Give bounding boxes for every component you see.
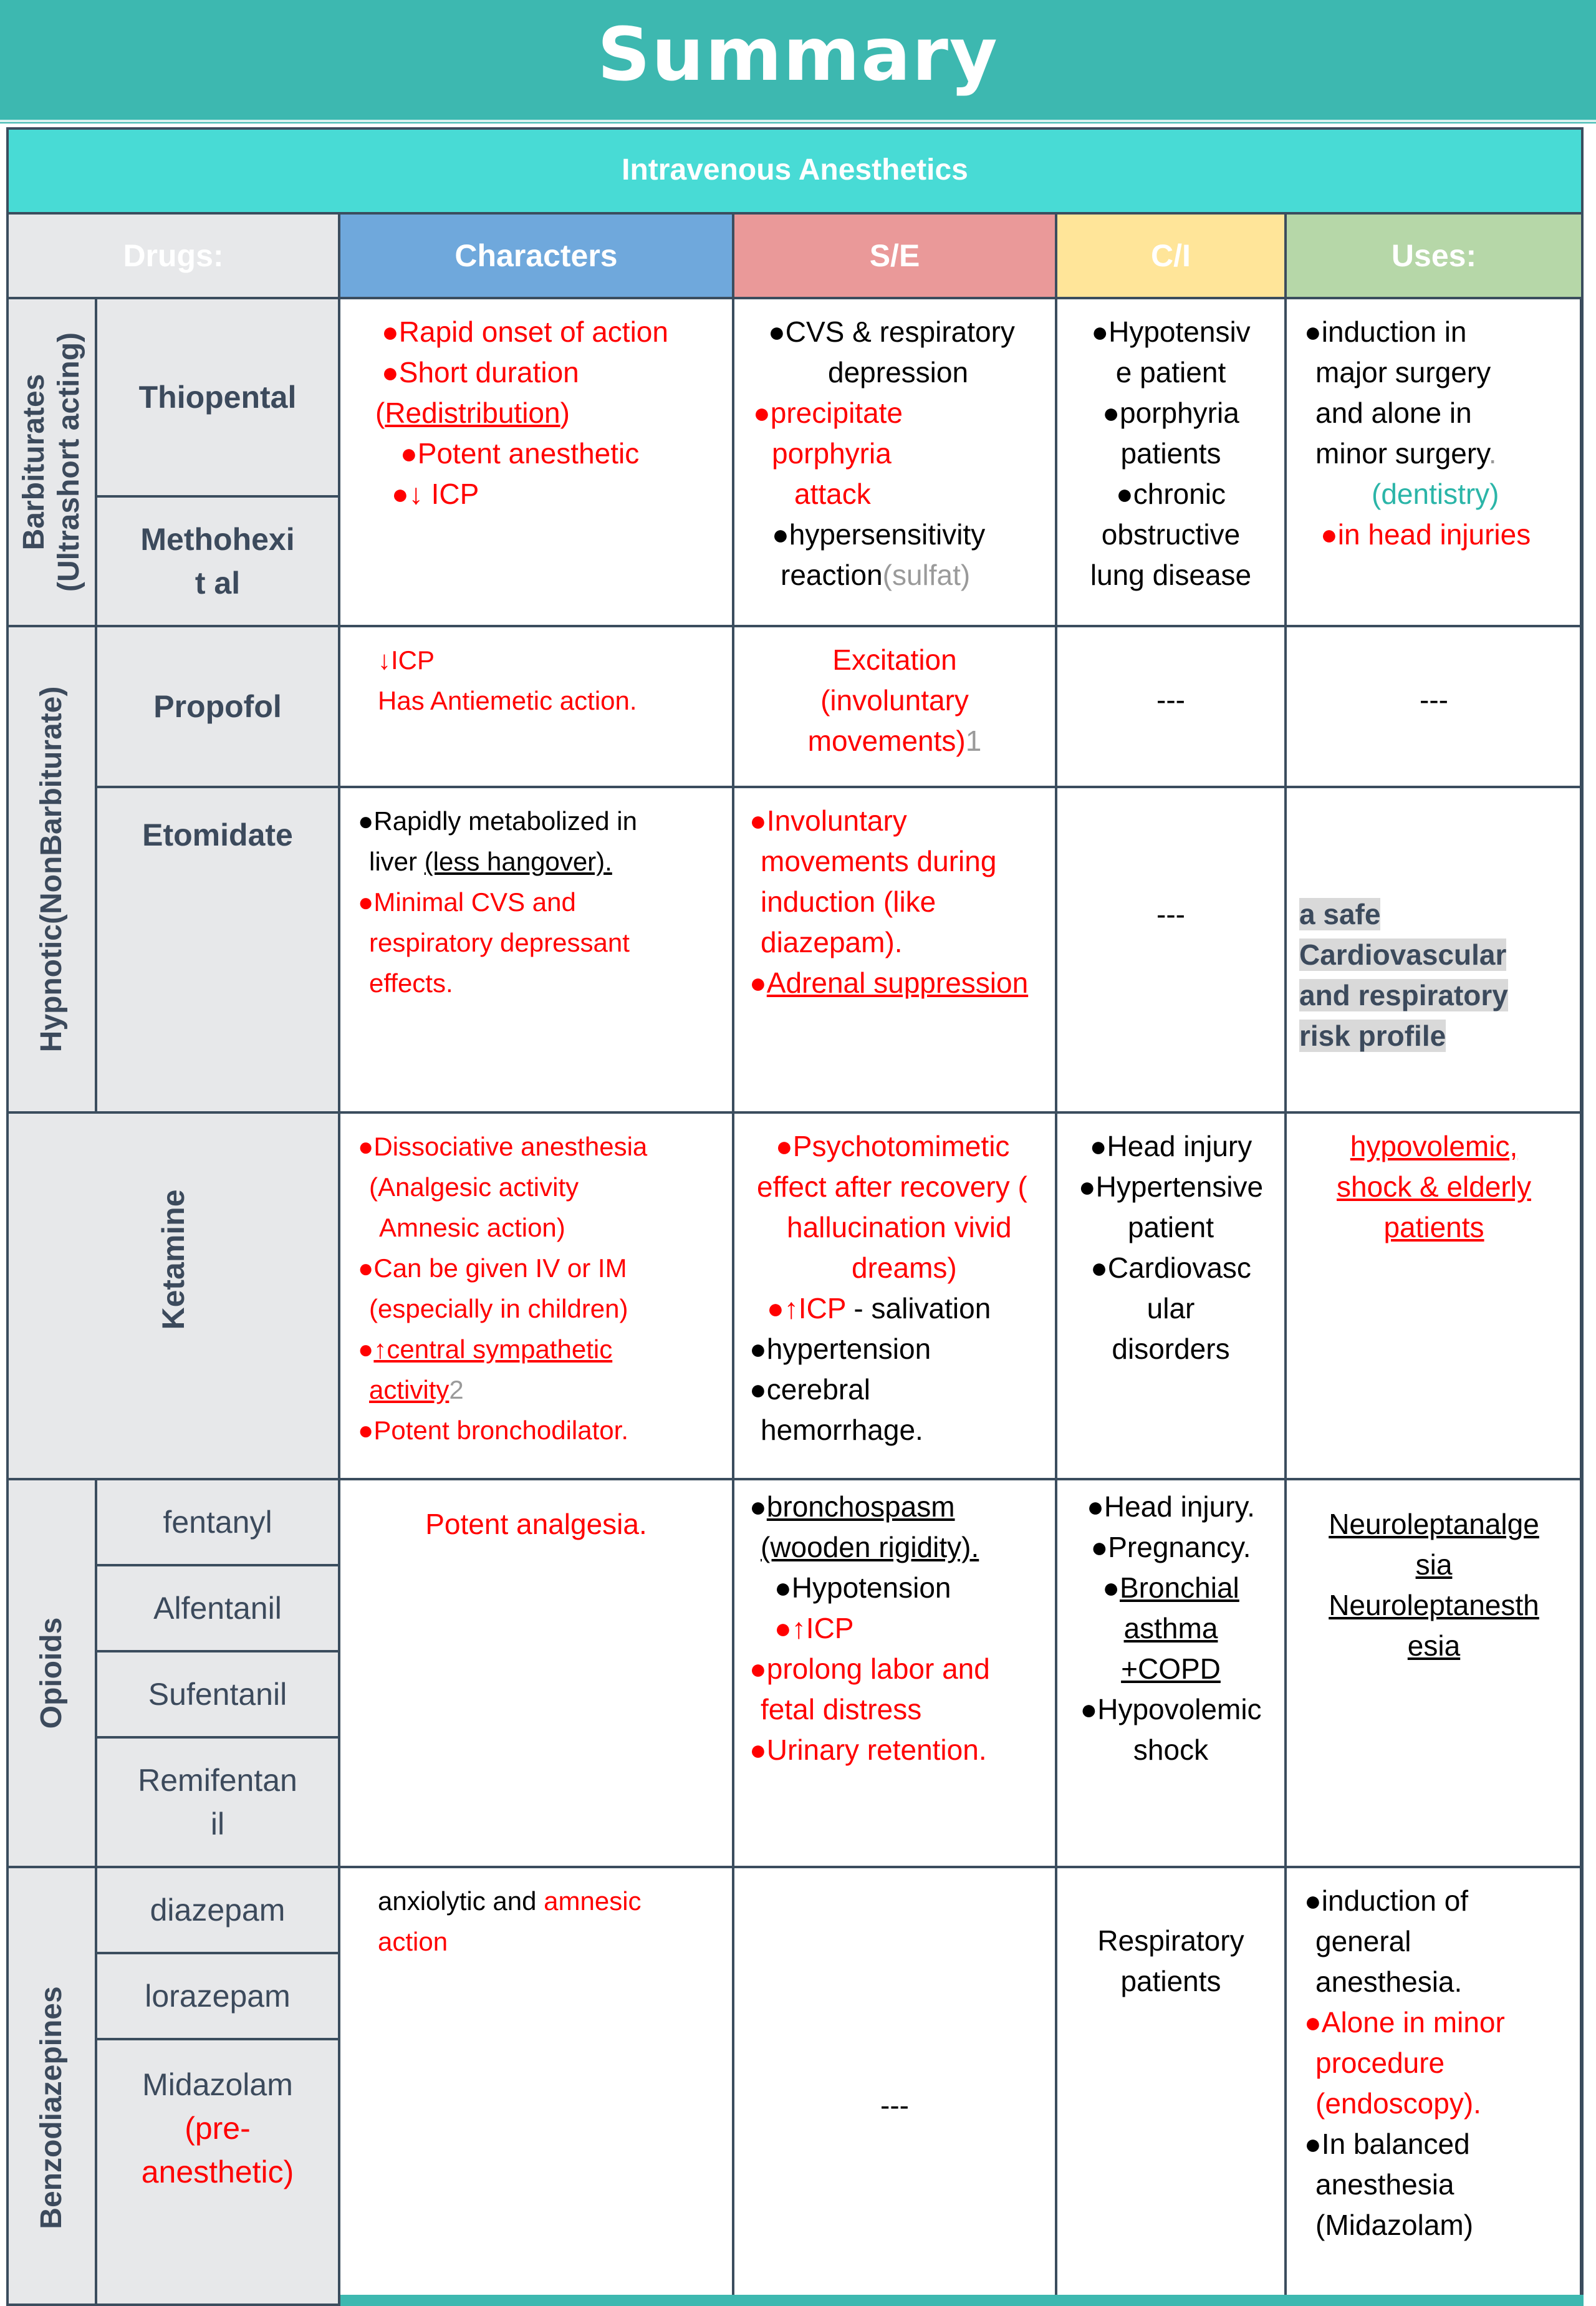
benzodiazepines-characters: anxiolytic and amnesic action [338, 1866, 734, 2306]
drug-diazepam: diazepam [95, 1866, 340, 1954]
ketamine-ci: ●Head injury ●Hypertensive patient ●Cardiovasc ular disorders [1055, 1111, 1287, 1480]
ketamine-characters: ●Dissociative anesthesia (Analgesic activity Amnesic action) ●Can be given IV or IM (especially in children) ●↑central sympathetic activity2 ●Potent bronchodilator. [338, 1111, 734, 1480]
drug-etomidate: Etomidate [95, 786, 340, 1114]
drug-sufentanil: Sufentanil [95, 1650, 340, 1739]
group-opioids: Opioids [6, 1478, 97, 1868]
benzodiazepines-uses: ●induction of general anesthesia. ●Alone in minor procedure (endoscopy). ●In balanced anesthesia (Midazolam) [1284, 1866, 1584, 2306]
group-benzodiazepines: Benzodiazepines [6, 1866, 97, 2306]
etomidate-se: ●Involuntary movements during induction (like diazepam). ●Adrenal suppression [732, 786, 1057, 1114]
propofol-ci: --- [1055, 625, 1287, 788]
etomidate-uses: a safe Cardiovascular and respiratory risk profile [1284, 786, 1584, 1114]
column-header-uses: Uses: [1284, 212, 1584, 299]
propofol-uses: --- [1284, 625, 1584, 788]
drug-methohexital: Methohexit al [95, 495, 340, 627]
barbiturates-se: ●CVS & respiratory depression ●precipitate porphyria attack ●hypersensitivity reaction(sulfat) [732, 297, 1057, 627]
etomidate-characters: ●Rapidly metabolized in liver (less hangover). ●Minimal CVS and respiratory depressant effects. [338, 786, 734, 1114]
opioids-se: ●bronchospasm (wooden rigidity). ●Hypotension ●↑ICP ●prolong labor and fetal distress ●Urinary retention. [732, 1478, 1057, 1868]
group-barbiturates [6, 297, 97, 627]
barbiturates-uses: ●induction in major surgery and alone in minor surgery. (dentistry) ●in head injuries [1284, 297, 1584, 627]
opioids-characters: Potent analgesia. [338, 1478, 734, 1868]
ketamine-se: ●Psychotomimetic effect after recovery ( hallucination vivid dreams) ●↑ICP - salivation ●hypertension ●cerebral hemorrhage. [732, 1111, 1057, 1480]
column-header-drugs: Drugs: [6, 212, 340, 299]
barbiturates-characters: ●Rapid onset of action ●Short duration (Redistribution) ●Potent anesthetic ●↓ ICP [338, 297, 734, 627]
opioids-uses: Neuroleptanalge sia Neuroleptanesth esia [1284, 1478, 1584, 1868]
table-title: Intravenous Anesthetics [6, 127, 1584, 215]
drug-remifentanil: Remifentan il [95, 1736, 340, 1868]
barbiturates-ci: ●Hypotensiv e patient ●porphyria patients ●chronic obstructive lung disease [1055, 297, 1287, 627]
etomidate-ci: --- [1055, 786, 1287, 1114]
drug-lorazepam: lorazepam [95, 1952, 340, 2040]
propofol-se: Excitation (involuntary movements)1 [732, 625, 1057, 788]
propofol-characters: ↓ICP Has Antiemetic action. [338, 625, 734, 788]
bottom-accent-strip [340, 2295, 1584, 2306]
header-divider [0, 120, 1596, 122]
column-header-characters: Characters [338, 212, 734, 299]
drug-ketamine: Ketamine [6, 1111, 340, 1480]
drug-alfentanil: Alfentanil [95, 1564, 340, 1652]
opioids-ci: ●Head injury. ●Pregnancy. ●Bronchial asthma +COPD ●Hypovolemic shock [1055, 1478, 1287, 1868]
ketamine-uses: hypovolemic, shock & elderly patients [1284, 1111, 1584, 1480]
column-header-se: S/E [732, 212, 1057, 299]
group-hypnotic: Hypnotic(NonBarbiturate) [6, 625, 97, 1114]
page-title: Summary [597, 11, 999, 97]
group-label: Barbiturates (Ultrashort acting) [17, 332, 85, 592]
benzodiazepines-ci: Respiratory patients [1055, 1866, 1287, 2306]
page-header [0, 0, 1596, 123]
benzodiazepines-se: --- [732, 1866, 1057, 2306]
drug-thiopental: Thiopental [95, 297, 340, 498]
drug-midazolam: Midazolam (pre-anesthetic) [95, 2038, 340, 2306]
column-header-ci: C/I [1055, 212, 1287, 299]
drug-propofol: Propofol [95, 625, 340, 788]
drug-fentanyl: fentanyl [95, 1478, 340, 1566]
